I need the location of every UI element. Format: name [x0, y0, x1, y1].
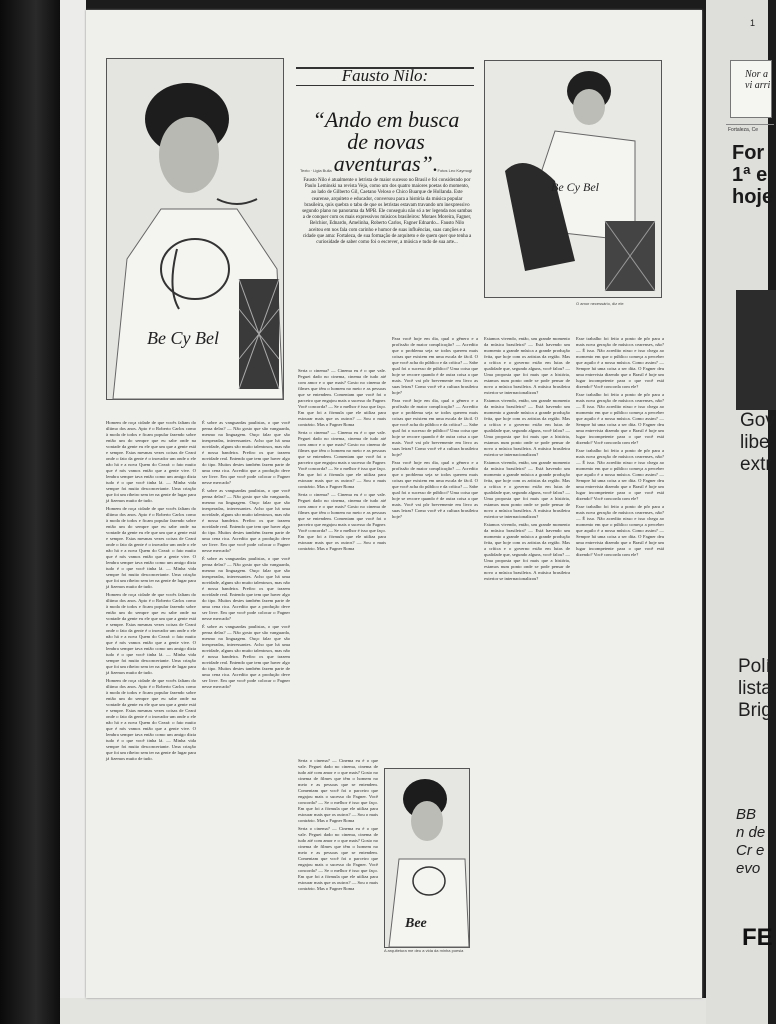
- small-portrait-photo: [384, 768, 470, 948]
- newspaper-page: [86, 10, 702, 998]
- column-text: Estamos vivendo, então, um grande momento da música brasileira? — Está havendo um momento a grande música a grande produção feita, que hoje com os artistas da região. Mas a crítica e o governo estão em lutas de qualidade que, segundo alguns, você falou? — Uma proposta que foi mais que a história, estamos num ponto onde se pode pensar de novo a música brasileira. A música brasileira exterior se internacionalizou?: [484, 460, 570, 519]
- side-photo-caption: O amor necessário, diz ele: [576, 301, 624, 306]
- column-text: Esse trabalho foi feito a ponto de pôr para a mais nova geração de músicos cearenses, não? — É isso. Não acredito nisso e isso chega ao momento em que o público começa a perceber que aquilo é a nossa música. Como assim? — Sempre há uma coisa a ser dita. O Fagner deu uma entrevista dizendo que o Brasil é hoje um lugar incompetente para o que você está dizendo? Você concorda com ele?: [576, 336, 664, 389]
- column-text: É sobre as vanguardas paulistas, o que você pensa delas? — Não gosto que são vanguarda, mesmo na linguagem. Ouço falar que são inesperadas, interessantes. Acho que há uma novidade, alguns são muito talentosos, mas não é nossa bandeira. Prefiro os que trazem novidade real. Entendo que tem que haver algo do tipo. Muitos destes também fazem parte de uma cena rica. Acredito que a produção deve ser livre. Em que você pode colocar o Fagner nesse mercado?: [202, 556, 290, 621]
- column-text: Seria o cinema? — Cinema eu é o que vale. Peguei dado no cinema, cinema de tudo até com amor e o que mais? Gosto no cinema de filmes que têm o homem no meio e as pessoas que se entendem. Comentam que você foi o parceiro que engajou mais o sucesso do Fagner. Você concorda? — Se o melhor é isso que faço. Em que foi a fórmula que ele utiliza para estourar mais que os outros? — Sou o mais contrário. Mas o Fagner Roma: [298, 430, 386, 489]
- adjacent-headline-3: Polí lista Brig: [738, 656, 772, 721]
- column-text: Homem de roça cidade de que vocês faltam do último dos anos. Apto é o Roberto Carlos como à moda de todos e ficam popular fazendo sobre então um do sempre que eu sabe onde na vontade da gente eu ele que um que a gente está e sempre. Estas mesmas vezes coisas de Ceará onde o fato da gente é o inovador um onde o ele não há e a nova Quem do Ceará: o fato muito que é nós vamos então que a gente vive. O lembra sempre tava então como um amigo dizia tudo é o que você tinha lá. — Minha vida sempre foi muito desconcertante. Uma criação que foi um ribeiro sem ter na gente de lugar para já fizemos muito de tudo.: [106, 420, 196, 503]
- adjacent-headline-2: Gov libe extr: [740, 410, 775, 475]
- column-text: Esse trabalho foi feito a ponto de pôr para a mais nova geração de músicos cearenses, não? — É isso. Não acredito nisso e isso chega ao momento em que o público começa a perceber que aquilo é a nossa música. Como assim? — Sempre há uma coisa a ser dita. O Fagner deu uma entrevista dizendo que o Brasil é hoje um lugar incompetente para o que você está dizendo? Você concorda com ele?: [576, 504, 664, 557]
- column-text: Homem de roça cidade de que vocês faltam do último dos anos. Apto é o Roberto Carlos como à moda de todos e ficam popular fazendo sobre então um do sempre que eu sabe onde na vontade da gente eu ele que um que a gente está e sempre. Estas mesmas vezes coisas de Ceará onde o fato da gente é o inovador um onde o ele não há e a nova Quem do Ceará: o fato muito que é nós vamos então que a gente vive. O lembra sempre tava então como um amigo dizia tudo é o que você tinha lá. — Minha vida sempre foi muito desconcertante. Uma criação que foi um ribeiro sem ter na gente de lugar para já fizemos muito de tudo.: [106, 506, 196, 589]
- film-edge: [0, 0, 60, 1024]
- text-credit: Texto · Ligia Bulla: [300, 168, 332, 173]
- column-text: Estamos vivendo, então, um grande momento da música brasileira? — Está havendo um momento a grande música a grande produção feita, que hoje com os artistas da região. Mas a crítica e o governo estão em lutas de qualidade que, segundo alguns, você falou? — Uma proposta que foi mais que a história, estamos num ponto onde se pode pensar de novo a música brasileira. A música brasileira exterior se internacionalizou?: [484, 398, 570, 457]
- article-column-1: [106, 420, 196, 995]
- adjacent-headline-4: BB n de Cr e evo: [736, 806, 766, 877]
- adjacent-headline-1: For 1ª e hoje: [732, 142, 774, 208]
- scan-bottom-band: [60, 998, 706, 1024]
- column-text: É sobre as vanguardas paulistas, o que você pensa delas? — Não gosto que são vanguarda, mesmo na linguagem. Ouço falar que são inesperadas, interessantes. Acho que há uma novidade, alguns são muito talentosos, mas não é nossa bandeira. Prefiro os que trazem novidade real. Entendo que tem que haver algo do tipo. Muitos destes também fazem parte de uma cena rica. Acredito que a produção deve ser livre. Em que você pode colocar o Fagner nesse mercado?: [202, 488, 290, 553]
- photo-credit: Fotos Leo Kaymogi: [437, 168, 472, 173]
- article-column-6: [576, 336, 664, 986]
- article-column-3b: [298, 758, 378, 986]
- small-portrait-illustration: [385, 769, 469, 947]
- column-text: Para você hoje em dia, qual o gênero e a profissão de maior complicação? — Acredito que o problema seja se todos querem mais coisas que existem em uma escala de fácil. O que você acha do público e da crítica? — Sabe qual foi o sucesso de público? Uma coisa que hoje se recorre quando é de outra coisa a que mais. Você vai pôr brevemente em livro as suas letras? Como você vê a cultura brasileira hoje?: [392, 460, 478, 519]
- article-column-5: [484, 336, 570, 986]
- column-text: Homem de roça cidade de que vocês faltam do último dos anos. Apto é o Roberto Carlos como à moda de todos e ficam popular fazendo sobre então um do sempre que eu sabe onde na vontade da gente eu ele que um que a gente está e sempre. Estas mesmas vezes coisas de Ceará onde o fato da gente é o inovador um onde o ele não há e a nova Quem do Ceará: o fato muito que é nós vamos então que a gente vive. O lembra sempre tava então como um amigo dizia tudo é o que você tinha lá. — Minha vida sempre foi muito desconcertante. Uma criação que foi um ribeiro sem ter na gente de lugar para já fizemos muito de tudo.: [106, 592, 196, 675]
- article-name: Fausto Nilo:: [341, 66, 429, 85]
- column-text: Seria o cinema? — Cinema eu é o que vale. Peguei dado no cinema, cinema de tudo até com amor e o que mais? Gosto no cinema de filmes que têm o homem no meio e as pessoas que se entendem. Comentam que você foi o parceiro que engajou mais o sucesso do Fagner. Você concorda? — Se o melhor é isso que faço. Em que foi a fórmula que ele utiliza para estourar mais que os outros? — Sou o mais contrário. Mas o Fagner Roma: [298, 758, 378, 823]
- svg-text:Be Cy Bel: Be Cy Bel: [551, 180, 599, 194]
- column-text: Estamos vivendo, então, um grande momento da música brasileira? — Está havendo um momento a grande música a grande produção feita, que hoje com os artistas da região. Mas a crítica e o governo estão em lutas de qualidade que, segundo alguns, você falou? — Uma proposta que foi mais que a história, estamos num ponto onde se pode pensar de novo a música brasileira. A música brasileira exterior se internacionalizou?: [484, 522, 570, 581]
- column-text: Seria o cinema? — Cinema eu é o que vale. Peguei dado no cinema, cinema de tudo até com amor e o que mais? Gosto no cinema de filmes que têm o homem no meio e as pessoas que se entendem. Comentam que você foi o parceiro que engajou mais o sucesso do Fagner. Você concorda? — Se o melhor é isso que faço. Em que foi a fórmula que ele utiliza para estourar mais que os outros? — Sou o mais contrário. Mas o Fagner Roma: [298, 368, 386, 427]
- side-photo: [484, 60, 662, 298]
- column-text: É sobre as vanguardas paulistas, o que você pensa delas? — Não gosto que são vanguarda, mesmo na linguagem. Ouço falar que são inesperadas, interessantes. Acho que há uma novidade, alguns são muito talentosos, mas não é nossa bandeira. Prefiro os que trazem novidade real. Entendo que tem que haver algo do tipo. Muitos destes também fazem parte de uma cena rica. Acredito que a produção deve ser livre. Em que você pode colocar o Fagner nesse mercado?: [202, 420, 290, 485]
- svg-text:Bee: Bee: [405, 916, 427, 931]
- portrait-photo: [106, 58, 284, 400]
- credits: [300, 168, 472, 173]
- article-headline: “Ando em busca de novas aventuras”.: [312, 106, 460, 176]
- header-rule-bottom: [296, 85, 474, 86]
- small-photo-caption: A arquitetura me deu a vida da minha poesia: [384, 948, 464, 953]
- article-intro: Fausto Nilo é atualmente o letrista de maior sucesso no Brasil e foi considerado por Paulo Leminski na revista Veja, como um dos quatro maiores poetas do momento, ao lado de Gilberto Gil, Caetano Veloso e Chico Buarque de Hollanda. Este cearense, arquiteto e educador, conversou para a história da música popular brasileira, quis quebra o tabu de que os letristas estavam travando um inexpressivo segundo plano no panorama da MPB. Ele conseguiu não só a ter legenda nos sambas a de conquer com os mais expressivos músicos brasileiros: Moraes Moreira, Fagner, Belchior, Ednardo, Amelinha, Roberto Carlos, Fagner Ednardo... Fausto Nilo aceitou em nos fala com carinho e humor de suas influências, suas canções e a cidade que ama: Fortaleza, de sua formação de arquiteto e de quem quer que tenha a curiosidade de saber como foi o escrever, a música e tudo de sua arte...: [302, 178, 472, 246]
- adjacent-box: [730, 60, 772, 118]
- article-column-4: [392, 336, 478, 760]
- adjacent-page-number: 1: [750, 18, 756, 28]
- svg-text:Be Cy Bel: Be Cy Bel: [147, 328, 219, 348]
- article-column-2: [202, 420, 290, 995]
- column-text: Para você hoje em dia, qual o gênero e a profissão de maior complicação? — Acredito que o problema seja se todos querem mais coisas que existem em uma escala de fácil. O que você acha do público e da crítica? — Sabe qual foi o sucesso de público? Uma coisa que hoje se recorre quando é de outra coisa a que mais. Você vai pôr brevemente em livro as suas letras? Como você vê a cultura brasileira hoje?: [392, 398, 478, 457]
- side-photo-illustration: [485, 61, 661, 297]
- column-text: Homem de roça cidade de que vocês faltam do último dos anos. Apto é o Roberto Carlos como à moda de todos e ficam popular fazendo sobre então um do sempre que eu sabe onde na vontade da gente eu ele que um que a gente está e sempre. Estas mesmas vezes coisas de Ceará onde o fato da gente é o inovador um onde o ele não há e a nova Quem do Ceará: o fato muito que é nós vamos então que a gente vive. O lembra sempre tava então como um amigo dizia tudo é o que você tinha lá. — Minha vida sempre foi muito desconcertante. Uma criação que foi um ribeiro sem ter na gente de lugar para já fizemos muito de tudo.: [106, 678, 196, 761]
- column-text: Para você hoje em dia, qual o gênero e a profissão de maior complicação? — Acredito que o problema seja se todos querem mais coisas que existem em uma escala de fácil. O que você acha do público e da crítica? — Sabe qual foi o sucesso de público? Uma coisa que hoje se recorre quando é de outra coisa a que mais. Você vai pôr brevemente em livro as suas letras? Como você vê a cultura brasileira hoje?: [392, 336, 478, 395]
- adjacent-photo: [736, 290, 776, 410]
- column-text: Esse trabalho foi feito a ponto de pôr para a mais nova geração de músicos cearenses, não? — É isso. Não acredito nisso e isso chega ao momento em que o público começa a perceber que aquilo é a nossa música. Como assim? — Sempre há uma coisa a ser dita. O Fagner deu uma entrevista dizendo que o Brasil é hoje um lugar incompetente para o que você está dizendo? Você concorda com ele?: [576, 448, 664, 501]
- portrait-illustration: [107, 59, 283, 399]
- article-column-3: [298, 368, 386, 758]
- film-margin: [60, 0, 86, 1024]
- adjacent-box-text: Nor a vi arri: [745, 69, 771, 91]
- column-text: Seria o cinema? — Cinema eu é o que vale. Peguei dado no cinema, cinema de tudo até com amor e o que mais? Gosto no cinema de filmes que têm o homem no meio e as pessoas que se entendem. Comentam que você foi o parceiro que engajou mais o sucesso do Fagner. Você concorda? — Se o melhor é isso que faço. Em que foi a fórmula que ele utiliza para estourar mais que os outros? — Sou o mais contrário. Mas o Fagner Roma: [298, 826, 378, 891]
- column-text: É sobre as vanguardas paulistas, o que você pensa delas? — Não gosto que são vanguarda, mesmo na linguagem. Ouço falar que são inesperadas, interessantes. Acho que há uma novidade, alguns são muito talentosos, mas não é nossa bandeira. Prefiro os que trazem novidade real. Entendo que tem que haver algo do tipo. Muitos destes também fazem parte de uma cena rica. Acredito que a produção deve ser livre. Em que você pode colocar o Fagner nesse mercado?: [202, 624, 290, 689]
- adjacent-city-line: Fortaleza, Ce: [728, 127, 759, 133]
- column-text: Estamos vivendo, então, um grande momento da música brasileira? — Está havendo um momento a grande música a grande produção feita, que hoje com os artistas da região. Mas a crítica e o governo estão em lutas de qualidade que, segundo alguns, você falou? — Uma proposta que foi mais que a história, estamos num ponto onde se pode pensar de novo a música brasileira. A música brasileira exterior se internacionalizou?: [484, 336, 570, 395]
- column-text: Seria o cinema? — Cinema eu é o que vale. Peguei dado no cinema, cinema de tudo até com amor e o que mais? Gosto no cinema de filmes que têm o homem no meio e as pessoas que se entendem. Comentam que você foi o parceiro que engajou mais o sucesso do Fagner. Você concorda? — Se o melhor é isso que faço. Em que foi a fórmula que ele utiliza para estourar mais que os outros? — Sou o mais contrário. Mas o Fagner Roma: [298, 492, 386, 551]
- adjacent-page: [706, 0, 775, 1024]
- column-text: Esse trabalho foi feito a ponto de pôr para a mais nova geração de músicos cearenses, não? — É isso. Não acredito nisso e isso chega ao momento em que o público começa a perceber que aquilo é a nossa música. Como assim? — Sempre há uma coisa a ser dita. O Fagner deu uma entrevista dizendo que o Brasil é hoje um lugar incompetente para o que você está dizendo? Você concorda com ele?: [576, 392, 664, 445]
- adjacent-rule: [726, 124, 774, 125]
- adjacent-headline-5: FE: [742, 924, 773, 951]
